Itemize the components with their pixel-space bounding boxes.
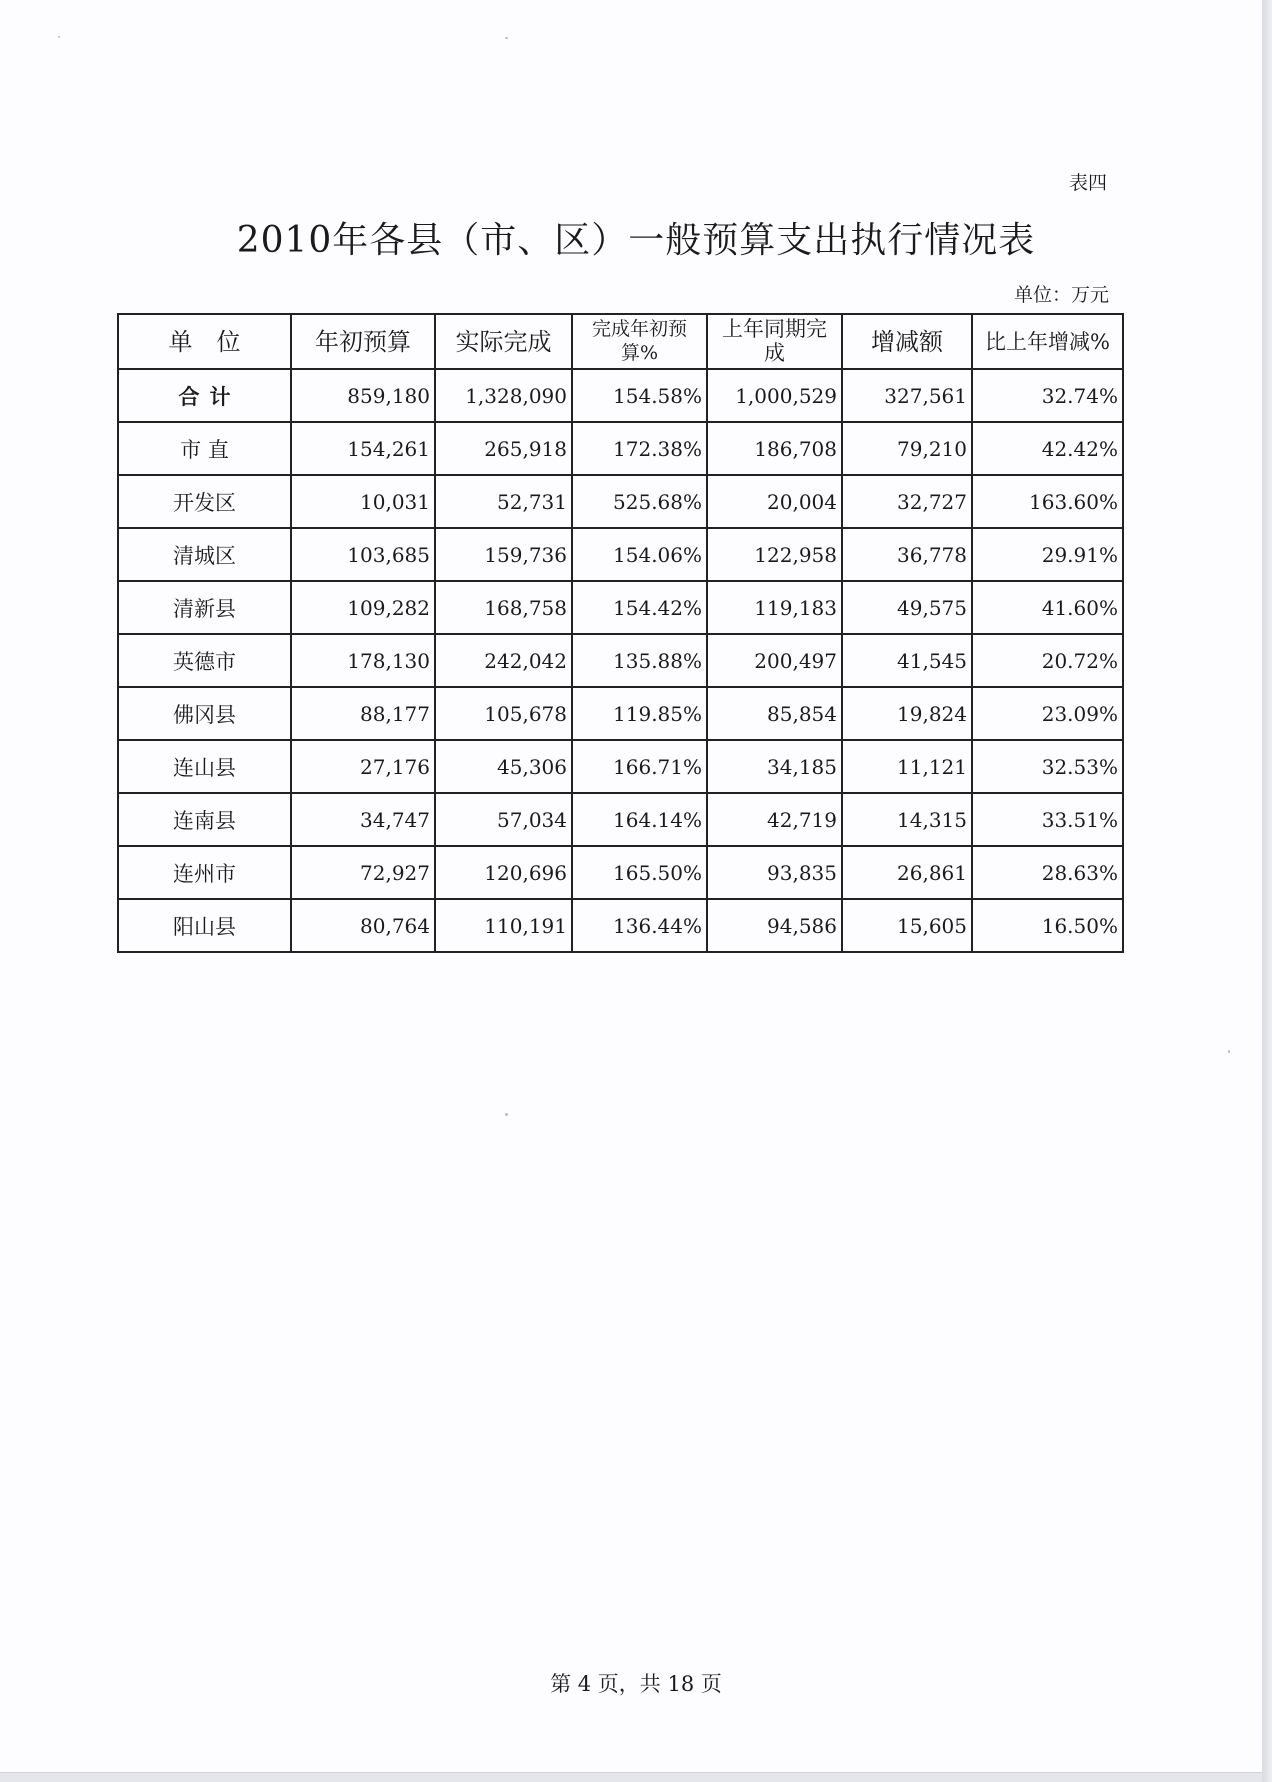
cell-completion-rate: 154.42% [572,581,707,634]
table-row [118,422,1123,475]
cell-prior-year: 119,183 [707,581,842,634]
row-name: 连南县 [118,793,291,846]
table-row [118,581,1123,634]
header-unit: 单 位 [118,314,291,369]
table-row [118,899,1123,952]
cell-change-rate: 28.63% [972,846,1123,899]
cell-actual: 168,758 [435,581,572,634]
cell-completion-rate: 135.88% [572,634,707,687]
cell-initial-budget: 109,282 [291,581,435,634]
scan-speck [58,36,60,38]
cell-actual: 52,731 [435,475,572,528]
cell-initial-budget: 80,764 [291,899,435,952]
table-row [118,793,1123,846]
cell-actual: 110,191 [435,899,572,952]
cell-initial-budget: 34,747 [291,793,435,846]
table-row [118,528,1123,581]
cell-change-rate: 29.91% [972,528,1123,581]
table-number: 表四 [1068,172,1107,194]
cell-completion-rate: 119.85% [572,687,707,740]
cell-prior-year: 122,958 [707,528,842,581]
cell-change-amount: 79,210 [842,422,972,475]
cell-completion-rate: 136.44% [572,899,707,952]
cell-initial-budget: 154,261 [291,422,435,475]
cell-completion-rate: 525.68% [572,475,707,528]
page-footer: 第 4 页，共 18 页 [550,1672,722,1696]
cell-initial-budget: 103,685 [291,528,435,581]
cell-completion-rate: 165.50% [572,846,707,899]
cell-initial-budget: 72,927 [291,846,435,899]
table-header-row [118,314,1123,369]
cell-change-amount: 19,824 [842,687,972,740]
row-name: 市 直 [118,422,291,475]
cell-initial-budget: 859,180 [291,369,435,422]
cell-completion-rate: 166.71% [572,740,707,793]
row-name: 佛冈县 [118,687,291,740]
table-row [118,846,1123,899]
table-row [118,740,1123,793]
cell-change-amount: 36,778 [842,528,972,581]
cell-prior-year: 186,708 [707,422,842,475]
cell-change-rate: 42.42% [972,422,1123,475]
cell-completion-rate: 172.38% [572,422,707,475]
table-row [118,634,1123,687]
cell-change-amount: 11,121 [842,740,972,793]
cell-prior-year: 200,497 [707,634,842,687]
page-title: 2010年各县（市、区）一般预算支出执行情况表 [236,220,1036,261]
scan-speck [505,37,508,39]
header-completion-rate: 完成年初预算% [572,314,707,369]
cell-change-amount: 32,727 [842,475,972,528]
table-row [118,475,1123,528]
cell-actual: 105,678 [435,687,572,740]
cell-change-rate: 33.51% [972,793,1123,846]
cell-actual: 120,696 [435,846,572,899]
cell-actual: 1,328,090 [435,369,572,422]
unit-label: 单位：万元 [1013,284,1109,306]
cell-completion-rate: 154.58% [572,369,707,422]
table-row [118,687,1123,740]
cell-prior-year: 1,000,529 [707,369,842,422]
cell-initial-budget: 10,031 [291,475,435,528]
cell-change-rate: 20.72% [972,634,1123,687]
cell-change-amount: 49,575 [842,581,972,634]
header-change-amount: 增减额 [842,314,972,369]
cell-initial-budget: 178,130 [291,634,435,687]
row-name: 清城区 [118,528,291,581]
cell-initial-budget: 27,176 [291,740,435,793]
cell-change-amount: 26,861 [842,846,972,899]
cell-completion-rate: 154.06% [572,528,707,581]
row-name: 阳山县 [118,899,291,952]
cell-initial-budget: 88,177 [291,687,435,740]
cell-prior-year: 85,854 [707,687,842,740]
row-name: 连州市 [118,846,291,899]
cell-actual: 57,034 [435,793,572,846]
cell-change-rate: 32.74% [972,369,1123,422]
budget-table [117,313,1124,953]
row-name: 合计 [118,369,291,422]
cell-prior-year: 93,835 [707,846,842,899]
cell-prior-year: 94,586 [707,899,842,952]
row-name: 开发区 [118,475,291,528]
cell-actual: 242,042 [435,634,572,687]
cell-prior-year: 42,719 [707,793,842,846]
cell-change-amount: 41,545 [842,634,972,687]
cell-completion-rate: 164.14% [572,793,707,846]
cell-actual: 265,918 [435,422,572,475]
cell-actual: 159,736 [435,528,572,581]
header-initial-budget: 年初预算 [291,314,435,369]
cell-change-rate: 16.50% [972,899,1123,952]
cell-change-rate: 163.60% [972,475,1123,528]
scan-speck [1228,1050,1230,1053]
cell-change-amount: 14,315 [842,793,972,846]
cell-change-rate: 41.60% [972,581,1123,634]
header-change-rate: 比上年增减% [972,314,1123,369]
page-edge [1262,0,1272,1782]
scan-speck [505,1113,508,1116]
cell-prior-year: 34,185 [707,740,842,793]
cell-prior-year: 20,004 [707,475,842,528]
cell-change-amount: 327,561 [842,369,972,422]
row-name: 连山县 [118,740,291,793]
cell-change-rate: 32.53% [972,740,1123,793]
cell-change-rate: 23.09% [972,687,1123,740]
header-prior-year: 上年同期完成 [707,314,842,369]
row-name: 英德市 [118,634,291,687]
cell-actual: 45,306 [435,740,572,793]
cell-change-amount: 15,605 [842,899,972,952]
table-row-total [118,369,1123,422]
row-name: 清新县 [118,581,291,634]
header-actual: 实际完成 [435,314,572,369]
